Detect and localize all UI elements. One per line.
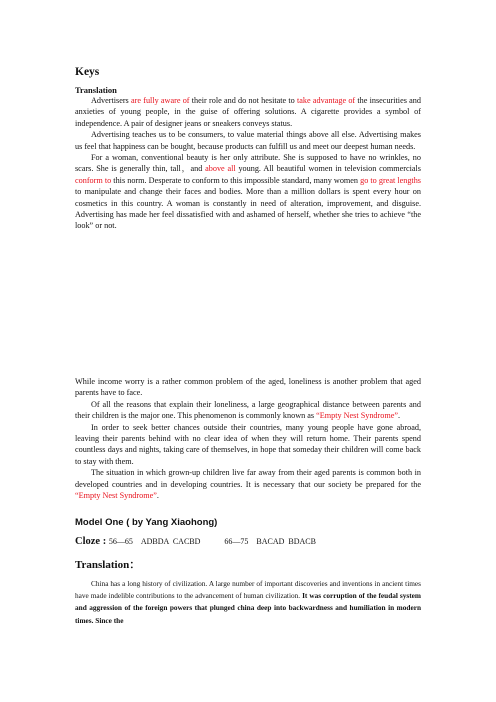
translation-paragraph bbox=[75, 95, 421, 129]
essay-paragraph bbox=[75, 399, 421, 422]
highlighted-phrase: take advantage of bbox=[297, 96, 356, 105]
essay-paragraph bbox=[75, 422, 421, 468]
text-run: For a woman, conventional beauty is her only attribute. She is supposed to have no wrinkles, no scars. She is generally thin, tall，and bbox=[75, 153, 421, 174]
translation2-heading: Translation： bbox=[75, 559, 141, 571]
highlighted-phrase: “Empty Nest Syndrome” bbox=[316, 411, 398, 421]
translation-paragraph bbox=[75, 129, 421, 152]
text-run: China has a long history of civilization. A large number of important discoveries and inventions in ancient times have made indelible contributions to the advancement of human civilization. bbox=[75, 579, 421, 601]
cloze-range-2: 66—75 bbox=[224, 537, 249, 546]
translation-heading: Translation bbox=[75, 85, 117, 95]
translation2-paragraph bbox=[75, 578, 421, 627]
text-run: The situation in which grown-up children live far away from their aged parents is common both in developed countries and in developing countries. It is necessary that our society be prepared for the bbox=[75, 468, 421, 489]
model-heading: Model One ( by Yang Xiaohong) bbox=[75, 517, 218, 528]
highlighted-phrase: are fully aware of bbox=[130, 96, 190, 105]
cloze-range-1: 56—65 bbox=[108, 537, 133, 546]
text-run: Advertisers bbox=[91, 96, 131, 105]
text-run: this norm. Desperate to conform to this impossible standard, many women bbox=[111, 175, 361, 185]
essay-section bbox=[75, 376, 421, 501]
text-run: . bbox=[397, 411, 401, 421]
cloze-answers-2: BACAD BDACB bbox=[256, 537, 316, 546]
translation-section bbox=[75, 95, 421, 232]
essay-paragraph bbox=[75, 376, 421, 399]
cloze-answers bbox=[75, 536, 316, 547]
text-run: Advertising teaches us to be consumers, to value material things above all else. Advertising makes us feel that happiness can be bought, because products can fulfill us and meet our deepest human needs. bbox=[75, 130, 421, 151]
cloze-answers-1: ADBDA CACBD bbox=[140, 537, 201, 546]
text-run: young. All beautiful women in television commercials bbox=[235, 164, 421, 174]
translation-paragraph bbox=[75, 152, 421, 232]
text-run: the insecurities and anxieties of young people, in the guise of offering solutions. A cigarette provides a symbol of independence. A pair of designer jeans or sneakers conveys status. bbox=[75, 96, 421, 128]
cloze-label: Cloze : bbox=[75, 536, 109, 547]
text-run: It was corruption of the feudal system and aggression of the foreign powers that plunged china deep into backwardness and humiliation in modern times. Since the bbox=[75, 591, 421, 625]
translation2-section bbox=[75, 578, 421, 627]
highlighted-phrase: above all bbox=[205, 164, 236, 174]
keys-heading: Keys bbox=[75, 66, 100, 78]
text-run: to manipulate and change their faces and bodies. More than a million dollars is spent every hour on cosmetics in this country. A woman is constantly in need of alteration, improvement, and disguise. Advertising has made her feel dissatisfied with and ashamed of herself, whether she tries to achieve “the look” or not. bbox=[75, 187, 421, 231]
highlighted-phrase: “Empty Nest Syndrome” bbox=[75, 491, 157, 501]
highlighted-phrase: conform to bbox=[75, 175, 112, 185]
text-run: While income worry is a rather common problem of the aged, loneliness is another problem that aged parents have to face. bbox=[75, 377, 421, 398]
text-run: In order to seek better chances outside their countries, many young people have gone abroad, leaving their parents behind with no clear idea of when they will return home. Their parents spend countless days and nights, taking care of themselves, in hope that someday their children will come back to stay with them. bbox=[75, 422, 421, 466]
text-run: . bbox=[156, 491, 159, 501]
text-run: Of all the reasons that explain their loneliness, a large geographical distance between parents and their children is the major one. This phenomenon is commonly known as bbox=[75, 399, 421, 421]
essay-paragraph bbox=[75, 467, 421, 501]
highlighted-phrase: go to great lengths bbox=[360, 175, 421, 185]
text-run: their role and do not hesitate to bbox=[189, 96, 298, 105]
